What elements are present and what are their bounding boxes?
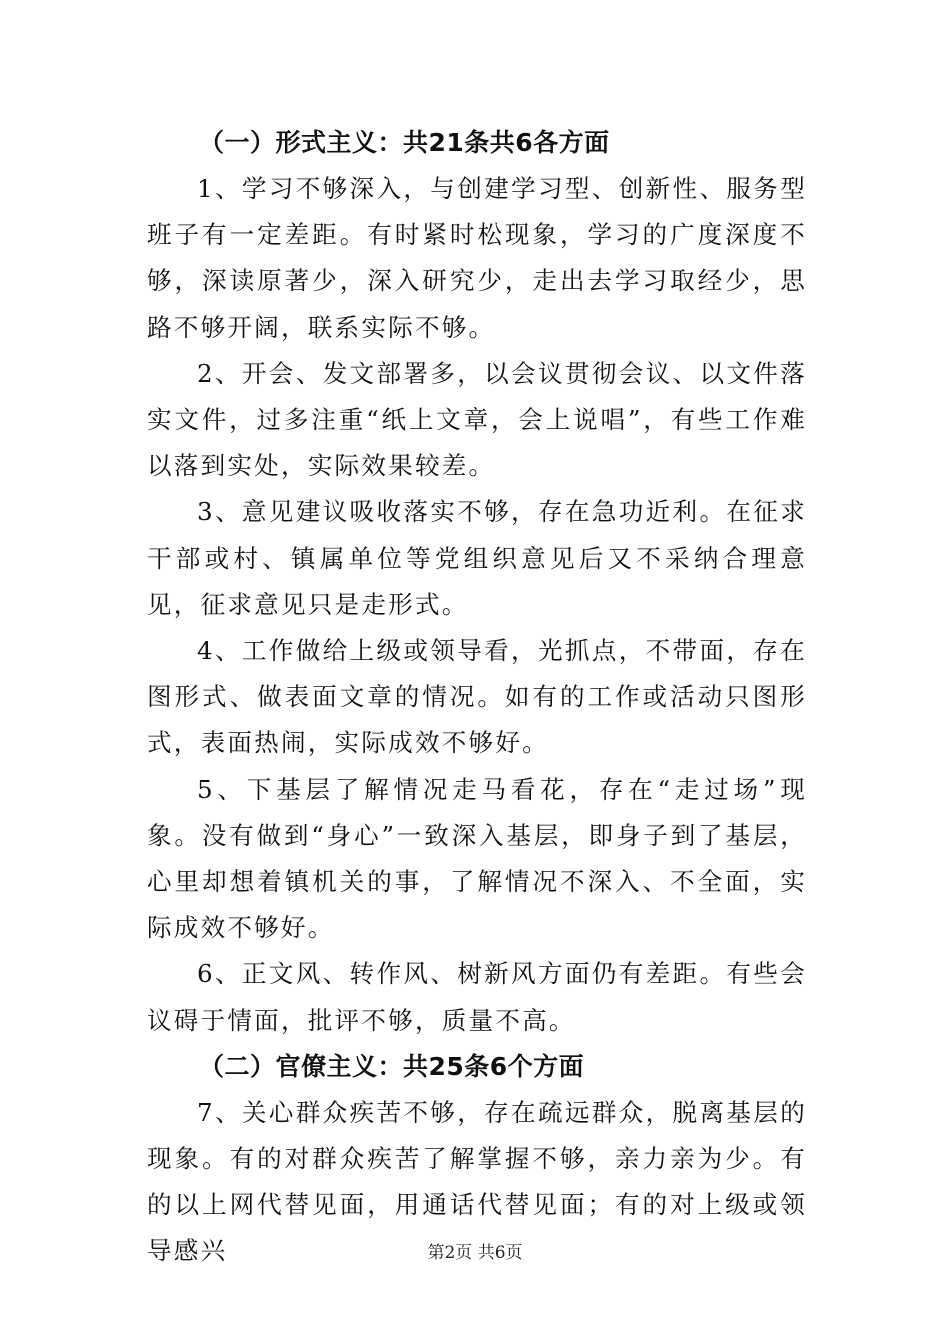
paragraph-item-2: 2、开会、发文部署多，以会议贯彻会议、以文件落实文件，过多注重“纸上文章，会上说唱”，有些工作难以落到实处，实际效果较差。 — [147, 358, 807, 481]
section-heading-1: （一）形式主义：共21条共6各方面 — [199, 128, 610, 157]
paragraph-item-3: 3、意见建议吸收落实不够，存在急功近利。在征求干部或村、镇属单位等党组织意见后又不采纳合理意见，征求意见只是走形式。 — [147, 497, 807, 619]
paragraph-item-5: 5、下基层了解情况走马看花，存在“走过场”现象。没有做到“身心”一致深入基层，即身子到了基层，心里却想着镇机关的事，了解情况不深入、不全面，实际成效不够好。 — [147, 774, 807, 943]
paragraph-item-1: 1、学习不够深入，与创建学习型、创新性、服务型班子有一定差距。有时紧时松现象，学习的广度深度不够，深读原著少，深入研究少，走出去学习取经少，思路不够开阔，联系实际不够。 — [147, 174, 807, 342]
paragraph-item-7: 7、关心群众疾苦不够，存在疏远群众，脱离基层的现象。有的对群众疾苦了解掌握不够，亲力亲为少。有的以上网代替见面，用通话代替见面；有的对上级或领导感兴 — [147, 1097, 807, 1266]
page-footer: 第2页 共6页 — [427, 1243, 523, 1263]
section-heading-2: （二）官僚主义：共25条6个方面 — [199, 1051, 585, 1081]
paragraph-item-4: 4、工作做给上级或领导看，光抓点，不带面，存在图形式、做表面文章的情况。如有的工作或活动只图形式，表面热闹，实际成效不够好。 — [147, 636, 807, 758]
document-body — [147, 120, 807, 1275]
paragraph-item-6: 6、正文风、转作风、树新风方面仍有差距。有些会议碍于情面，批评不够，质量不高。 — [147, 959, 807, 1035]
